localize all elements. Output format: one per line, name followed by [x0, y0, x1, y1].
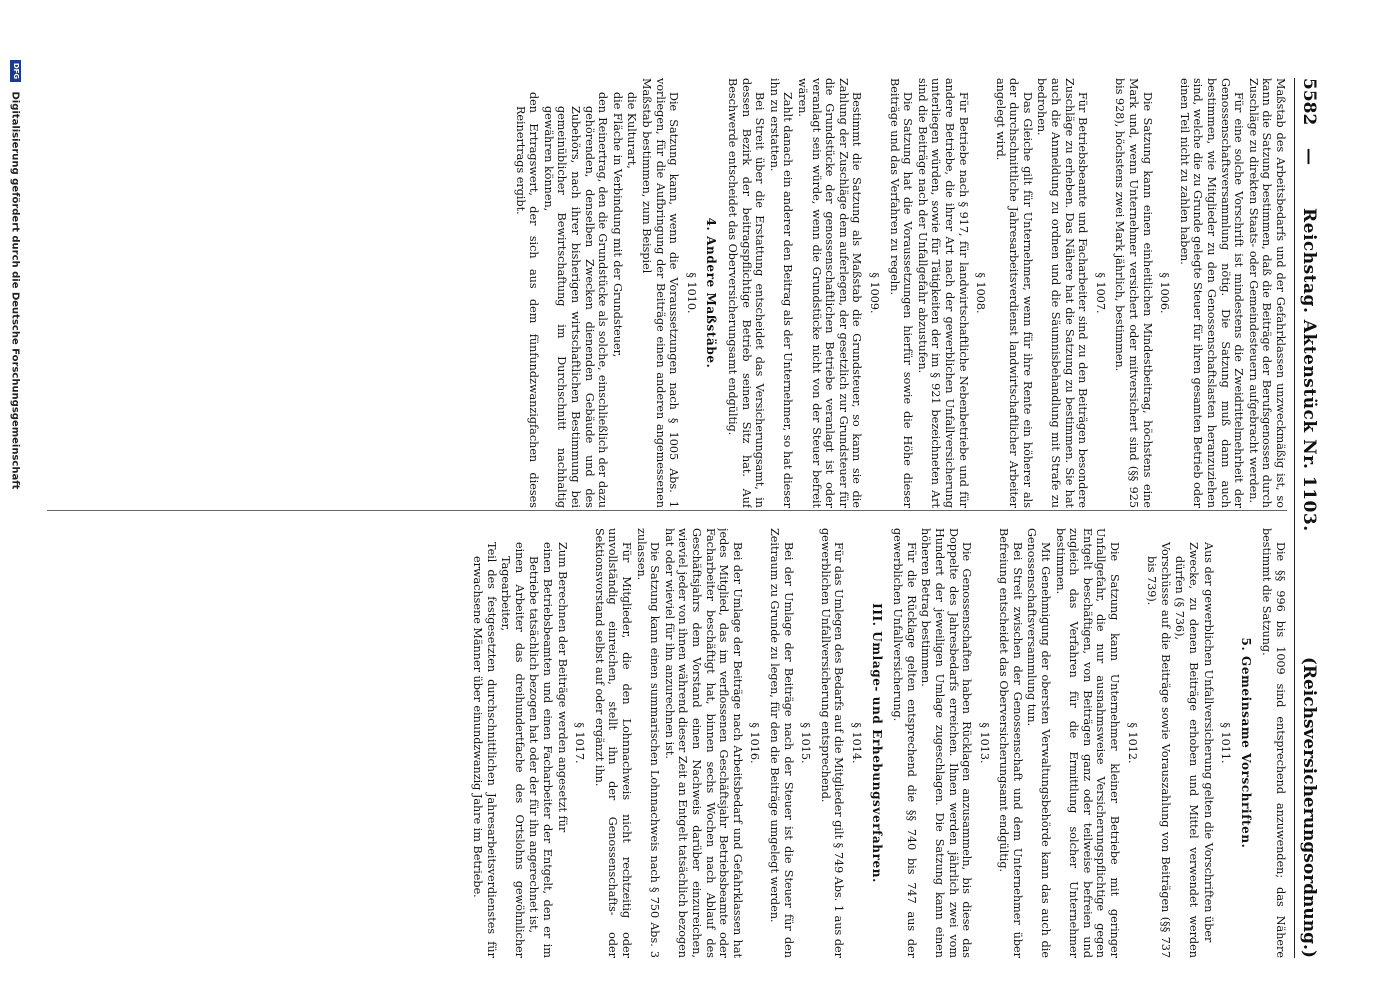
paragraph: einen Betriebsbeamten und einen Facharbeiter der Entgelt, den er im Betriebe tatsächlich bezogen hat oder der für ihn angerechnet ist, [527, 542, 555, 958]
section-number: § 1013. [977, 722, 991, 764]
paragraph: Für Betriebsbeamte und Facharbeiter sind zu den Beiträgen besondere Zuschläge zu erheben. Das Nähere hat die Satzung zu bestimmen. Sie hat auch die Anmeldung zu ordnen und die Säumnisbehandlung mit Strafe zu bedrohen. [1035, 78, 1090, 508]
paragraph: einen Arbeiter das dreihundertfache des Ortslohns gewöhnlicher Tagearbeiter, [499, 542, 526, 958]
section-number: § 1006. [1158, 272, 1172, 314]
page-header [1294, 78, 1321, 958]
paragraph: Für das Umlegen des Bedarfs auf die Mitglieder gilt § 749 Abs. 1 aus der gewerblichen Unfallversicherung entsprechend. [818, 528, 846, 958]
paragraph: Die §§ 996 bis 1009 sind entsprechend anzuwenden; das Nähere bestimmt die Satzung. [1260, 528, 1287, 958]
section-number: § 1011. [1219, 722, 1233, 764]
paragraph: Bei der Umlage der Beiträge nach der Steuer ist die Steuer für den Zeitraum zu Grunde zu legen, für den die Beiträge umgelegt werden. [768, 528, 795, 958]
section-number: § 1016. [748, 722, 762, 764]
paragraph: Die Satzung kann einen summarischen Lohnnachweis nach § 750 Abs. 3 zulassen. [634, 528, 662, 958]
left-text-column [37, 78, 1287, 508]
dfg-logo: DFG [10, 60, 21, 82]
paragraph: Die Satzung kann, wenn die Voraussetzungen nach § 1005 Abs. 1 vorliegen, für die Aufbringung der Beiträge einen anderen angemessenen Maßstab bestimmen, zum Beispiel [640, 78, 681, 508]
paragraph: Bei Streit über die Erstattung entscheidet das Versicherungsamt, in dessen Bezirk der beitragspflichtige Betrieb seinen Sitz hat. Auf Beschwerde entscheidet das Oberversicherungsamt endgültig. [726, 78, 767, 508]
header-title: Reichstag. Aktenstück Nr. 1103. [1299, 208, 1319, 532]
paragraph: den Ertragswert, der sich aus dem fünfundzwanzigfachen dieses Reinertrags ergibt. [513, 92, 541, 508]
paragraph: Bei Streit zwischen der Genossenschaft und dem Unternehmer über Befreiung entscheidet das Oberversicherungsamt endgültig. [997, 528, 1024, 958]
paragraph: Für die Rücklage gelten entsprechend die §§ 740 bis 747 aus der gewerblichen Unfallversicherung. [891, 528, 918, 958]
footer-credit: Digitalisierung gefördert durch die Deutsche Forschungsgemeinschaft [9, 91, 21, 490]
paragraph: Für Mitglieder, die den Lohnnachweis nicht rechtzeitig oder unvollständig einreichen, stellt ihn der Genossenschafts- oder Sektionsvorstand selbst auf oder ergänzt ihn. [592, 528, 634, 958]
paragraph: die Kulturart, [625, 92, 639, 169]
header-dash: — [1299, 148, 1319, 165]
paragraph: Aus der gewerblichen Unfallversicherung gelten die Vorschriften über [1201, 542, 1215, 943]
section-number: § 1017. [573, 722, 587, 764]
section-number: § 1008. [974, 272, 988, 314]
paragraph: Mit Genehmigung der obersten Verwaltungsbehörde kann das auch die Genossenschaftsversammlung tun. [1025, 528, 1053, 958]
paragraph: Die Satzung kann einen einheitlichen Mindestbeitrag, höchstens eine Mark und, wenn Unternehmer versichert oder mitversichert sind (§§ 925 bis 928), höchstens zwei Mark jährlich, bestimmen. [1113, 78, 1154, 508]
section-number: § 1007. [1093, 272, 1107, 314]
paragraph: Zwecke, zu denen Beiträge erhoben und Mittel verwendet werden dürfen (§ 736), [1173, 542, 1201, 958]
paragraph: Zahlt danach ein anderer den Beitrag als der Unternehmer, so hat dieser ihn zu erstatten. [767, 78, 795, 508]
section-heading: III. Umlage- und Erhebungsverfahren. [869, 603, 884, 883]
paragraph: Für eine solche Vorschrift ist mindestens die Zweidrittelmehrheit der Genossenschaftsversammlung nötig. Die Satzung muß dann auch bestimmen, wie Mitglieder zu den Genossenschaftslasten heranzuziehen sind, welche die zu Grunde gelegte Steuer für ihren gesamten Betrieb oder einen Teil nicht zu zahlen haben. [1177, 78, 1246, 508]
paragraph: die Fläche in Verbindung mit der Grundsteuer, [610, 92, 624, 358]
paragraph: Vorschüsse auf die Beiträge sowie Vorauszahlung von Beiträgen (§§ 737 bis 739). [1145, 542, 1172, 958]
paragraph: Zum Berechnen der Beiträge werden angesetzt für [555, 542, 569, 833]
section-number: § 1014. [849, 722, 863, 764]
column-divider [47, 510, 1287, 511]
paragraph: Bei der Umlage der Beiträge nach Arbeitsbedarf und Gefahrklassen hat jedes Mitglied, das im verflossenen Geschäftsjahr Betriebsbeamte oder Facharbeiter beschäftigt hat, binnen sechs Wochen nach Ablauf des Geschäftsjahrs dem Vorstand einen Nachweis darüber einzureichen, wieviel jeder von ihnen während dieser Zeit an Entgelt tatsächlich bezogen hat oder wieviel für ihn anzurechnen ist. [662, 528, 744, 958]
section-heading: 4. Andere Maßstäbe. [704, 217, 719, 369]
paragraph: Das Gleiche gilt für Unternehmer, wenn für ihre Rente ein höherer als der durchschnittliche Jahresarbeitsverdienst landwirtschaftlicher Arbeiter angelegt wird. [993, 78, 1034, 508]
paragraph: Maßstab des Arbeitsbedarfs und der Gefahrklassen unzweckmäßig ist, so kann die Satzung bestimmen, daß die Beiträge der Berufsgenossen durch Zuschläge zu direkten Staats- oder Gemeindesteuern aufgebracht werden. [1246, 78, 1287, 508]
section-number: § 1015. [799, 722, 813, 764]
digitization-footer [3, 60, 21, 960]
header-subtitle: (Reichsversicherungsordnung.) [1299, 656, 1319, 958]
right-text-column [37, 528, 1287, 958]
paragraph: Die Satzung kann Unternehmer kleiner Betriebe mit geringer Unfallgefahr, die nur ausnahmsweise Versicherungspflichtige gegen Entgelt beschäftigen, von Beiträgen ganz oder teilweise befreien und zugleich das Verfahren für die Ermittlung solcher Unternehmer bestimmen. [1053, 528, 1122, 958]
section-number: § 1009. [867, 272, 881, 314]
section-number: § 1012. [1125, 722, 1139, 764]
section-number: § 1010. [684, 272, 698, 314]
paragraph: Die Genossenschaften haben Rücklagen anzusammeln, bis diese das Doppelte des Jahresbedarfs erreichen. Ihnen werden jährlich zwei vom Hundert der jeweiligen Umlage zugeschlagen. Die Satzung kann einen höheren Betrag bestimmen. [919, 528, 974, 958]
paragraph: Die Satzung hat die Voraussetzungen hierfür sowie die Höhe dieser Beiträge und das Verfahren zu regeln. [887, 78, 915, 508]
section-heading: 5. Gemeinsame Vorschriften. [1238, 637, 1253, 849]
paragraph: den Reinertrag, den die Grundstücke als solche, einschließlich der dazu gehörenden, denselben Zwecken dienenden Gebäude und des Zubehörs, nach ihrer bisherigen wirtschaftlichen Bestimmung bei gemeinüblicher Bewirtschaftung im Durchschnitt nachhaltig gewähren können, [541, 92, 610, 508]
paragraph: Bestimmt die Satzung als Maßstab die Grundsteuer, so kann sie die Zahlung der Zuschläge dem auferlegen, der gesetzlich zur Grundsteuer für die Grundstücke der genossenschaftlichen Betriebe veranlagt ist oder veranlagt sein würde, wenn die Grundstücke nicht von der Steuer befreit wären. [796, 78, 864, 508]
paragraph: Für Betriebe nach § 917, für landwirtschaftliche Nebenbetriebe und für andere Betriebe, die ihrer Art nach der gewerblichen Unfallversicherung unterliegen würden, sowie für Tätigkeiten der im § 921 bezeichneten Art sind die Beiträge nach der Unfallgefahr abzustufen. [915, 78, 970, 508]
paragraph: Teil des festgesetzten durchschnittlichen Jahresarbeitsverdienstes für erwachsene Männer über einundzwanzig Jahre im Betriebe. [471, 542, 498, 958]
page-number: 5582 [1299, 78, 1319, 126]
